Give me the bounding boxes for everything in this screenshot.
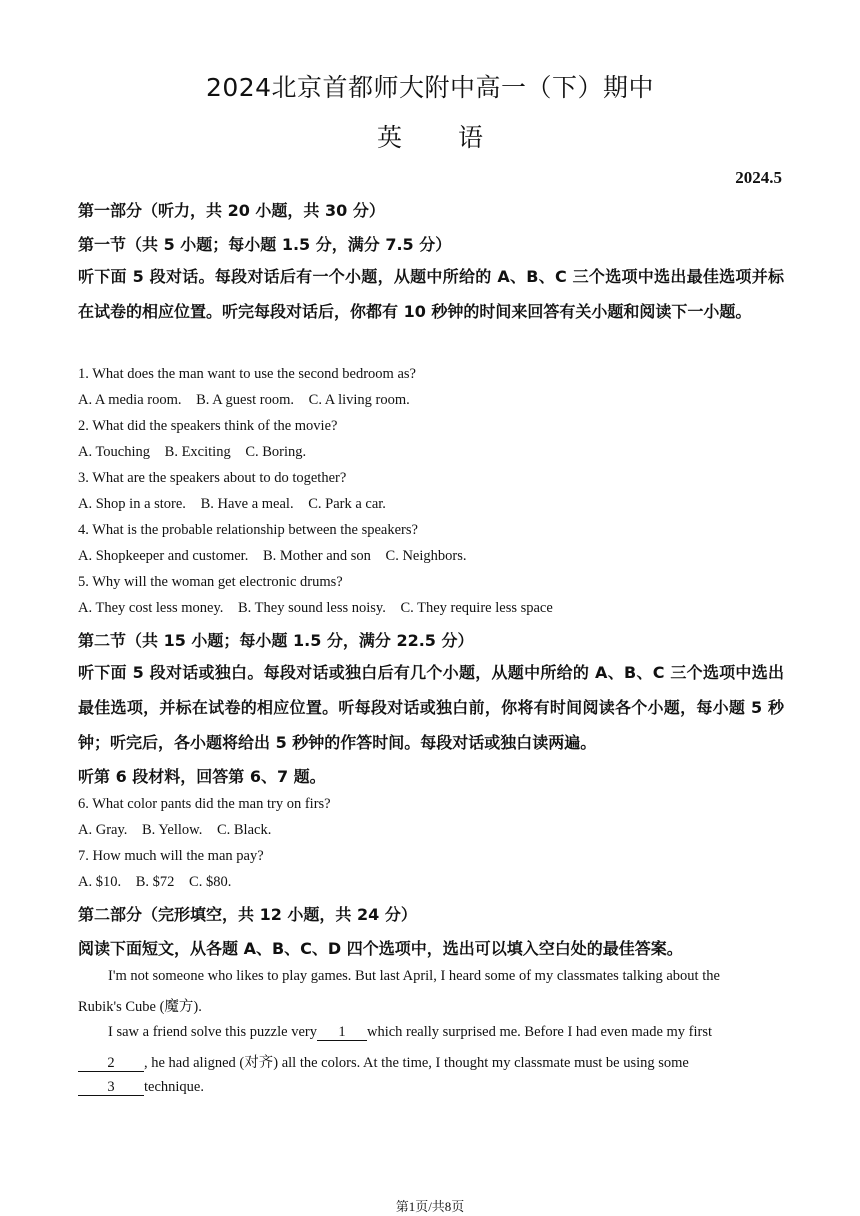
- part2-instruction: 阅读下面短文，从各题 A、B、C、D 四个选项中，选出可以填入空白处的最佳答案。: [78, 939, 683, 958]
- passage-text: technique.: [144, 1079, 204, 1095]
- passage-text: I saw a friend solve this puzzle very: [108, 1024, 317, 1040]
- option: A. Touching: [78, 444, 151, 460]
- section1-instruction: 听下面 5 段对话。每段对话后有一个小题，从题中所给的 A、B、C 三个选项中选出最佳选项并标在试卷的相应位置。听完每段对话后，你都有 10 秒钟的时间来回答有关小题和阅读下一小题。: [78, 267, 784, 321]
- option: C. Black.: [216, 822, 272, 838]
- question-1-options: [78, 392, 784, 409]
- option: A. Shopkeeper and customer.: [78, 548, 249, 564]
- option: A. A media room.: [78, 392, 182, 408]
- option: C. Boring.: [245, 444, 307, 460]
- exam-title: 2024北京首都师大附中高一（下）期中: [205, 73, 655, 102]
- question-2-options: [78, 444, 784, 461]
- question-5: 5. Why will the woman get electronic drums?: [78, 574, 343, 590]
- question-3-options: [78, 496, 784, 513]
- option: A. Gray.: [78, 822, 128, 838]
- question-7-options: [78, 874, 784, 891]
- option: A. $10.: [78, 874, 122, 890]
- option: B. Yellow.: [142, 822, 203, 838]
- option: B. Exciting: [164, 444, 231, 460]
- material-heading: 听第 6 段材料，回答第 6、7 题。: [78, 767, 326, 786]
- section1-heading: 第一节（共 5 小题；每小题 1.5 分，满分 7.5 分）: [78, 235, 452, 254]
- exam-date: 2024.5: [735, 168, 782, 187]
- question-4: 4. What is the probable relationship between the speakers?: [78, 522, 418, 538]
- option: C. Park a car.: [308, 496, 386, 512]
- blank-3: 3: [78, 1079, 144, 1096]
- question-6: 6. What color pants did the man try on firs?: [78, 796, 331, 812]
- question-4-options: [78, 548, 784, 565]
- section2-heading: 第二节（共 15 小题；每小题 1.5 分，满分 22.5 分）: [78, 631, 474, 650]
- passage-text: , he had aligned (对齐) all the colors. At the time, I thought my classmate must be using some: [144, 1055, 689, 1071]
- passage-line: I'm not someone who likes to play games. But last April, I heard some of my classmates talking about the: [108, 968, 720, 984]
- blank-1: 1: [317, 1024, 367, 1041]
- option: B. Mother and son: [262, 548, 371, 564]
- option: A. They cost less money.: [78, 600, 224, 616]
- subject-title: 英 语: [377, 123, 483, 152]
- passage-text: which really surprised me. Before I had even made my first: [366, 1024, 713, 1040]
- question-2: 2. What did the speakers think of the movie?: [78, 418, 338, 434]
- question-6-options: [78, 822, 784, 839]
- passage-line: Rubik's Cube (魔方).: [78, 999, 202, 1015]
- option: B. A guest room.: [196, 392, 295, 408]
- option: B. $72: [135, 874, 175, 890]
- question-1: 1. What does the man want to use the second bedroom as?: [78, 366, 416, 382]
- page-number: 第1页/共8页: [395, 1199, 465, 1214]
- part1-heading: 第一部分（听力，共 20 小题，共 30 分）: [78, 201, 385, 220]
- part2-heading: 第二部分（完形填空，共 12 小题，共 24 分）: [78, 905, 417, 924]
- section2-instruction: 听下面 5 段对话或独白。每段对话或独白后有几个小题，从题中所给的 A、B、C 三个选项中选出最佳选项，并标在试卷的相应位置。听每段对话或独白前，你将有时间阅读各个小题，每小题 5 秒钟；听完后，各小题将给出 5 秒钟的作答时间。每段对话或独白读两遍。: [78, 663, 784, 752]
- option: B. They sound less noisy.: [238, 600, 386, 616]
- passage-line: [78, 1051, 784, 1072]
- passage-line: [78, 1079, 784, 1096]
- option: C. They require less space: [400, 600, 553, 616]
- option: C. $80.: [189, 874, 232, 890]
- option: C. Neighbors.: [385, 548, 467, 564]
- option: A. Shop in a store.: [78, 496, 186, 512]
- option: B. Have a meal.: [200, 496, 294, 512]
- question-7: 7. How much will the man pay?: [78, 848, 264, 864]
- blank-2: 2: [78, 1055, 144, 1072]
- option: C. A living room.: [308, 392, 410, 408]
- question-5-options: [78, 600, 784, 617]
- question-3: 3. What are the speakers about to do together?: [78, 470, 347, 486]
- passage-line: [108, 1024, 814, 1041]
